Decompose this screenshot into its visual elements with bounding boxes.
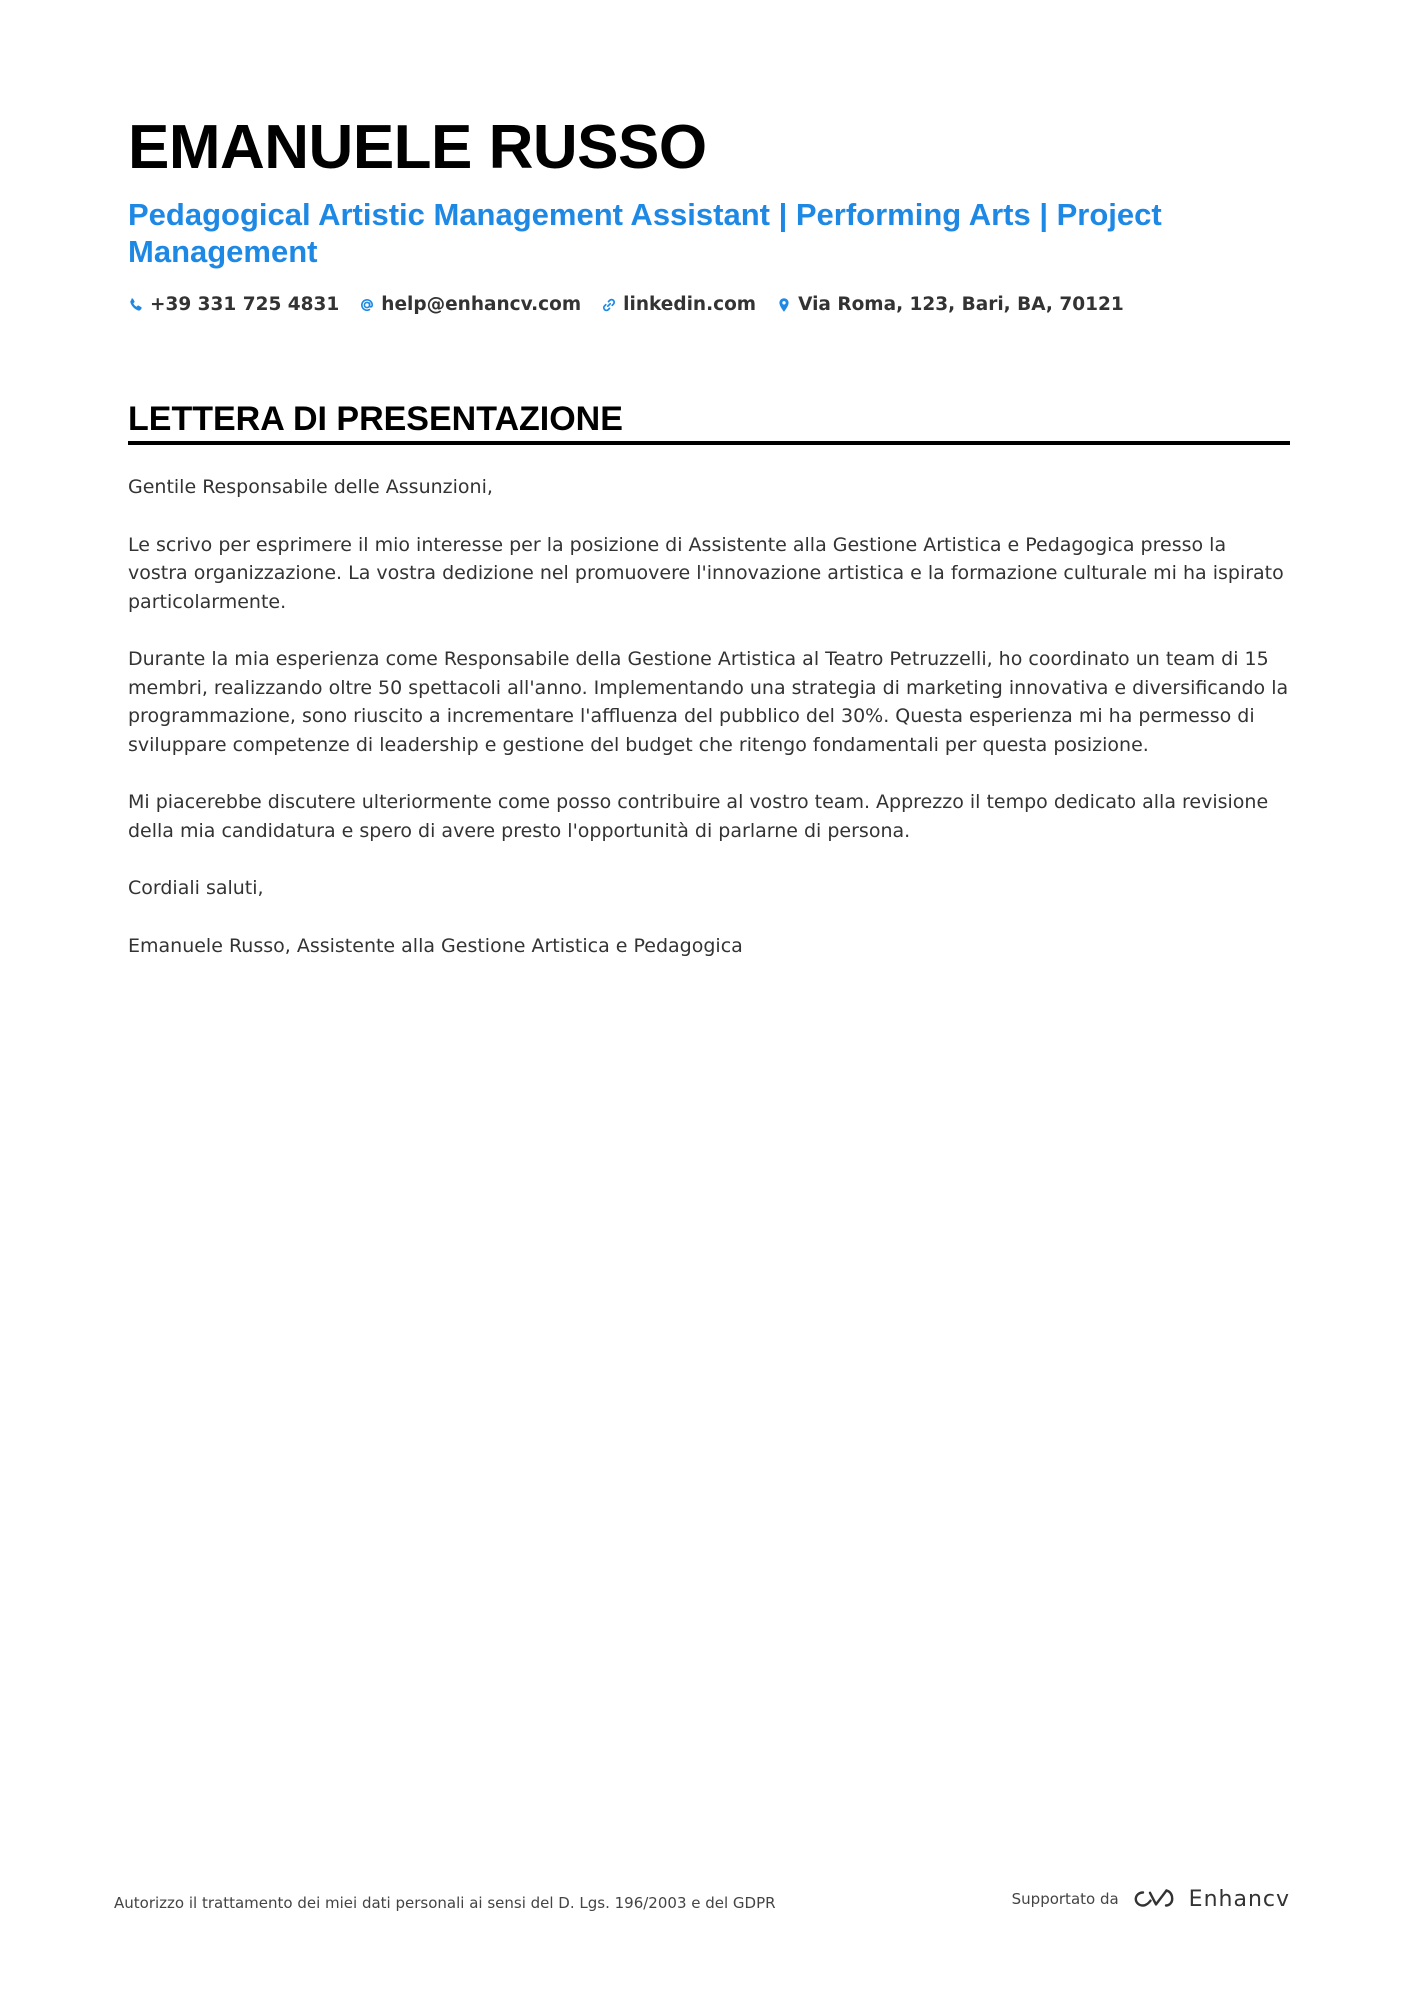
letter-body — [128, 473, 1290, 960]
location-pin-icon — [776, 297, 792, 313]
email-text: help@enhancv.com — [381, 294, 582, 315]
letter-paragraph: Le scrivo per esprimere il mio interesse per la posizione di Assistente alla Gestione Artistica e Pedagogica presso la vostra organizzazione. La vostra dedizione nel promuovere l'innovazione artistica e la formazione culturale mi ha ispirato particolarmente. — [128, 533, 1284, 613]
letter-closing: Cordiali saluti, — [128, 877, 264, 899]
phone-icon — [128, 297, 144, 313]
phone-text: +39 331 725 4831 — [150, 294, 340, 315]
section-title: LETTERA DI PRESENTAZIONE — [128, 399, 1290, 445]
candidate-headline: Pedagogical Artistic Management Assistant | Performing Arts | Project Management — [128, 197, 1162, 269]
letter-signature: Emanuele Russo, Assistente alla Gestione Artistica e Pedagogica — [128, 934, 743, 957]
powered-by[interactable] — [1012, 1886, 1290, 1912]
enhancv-logo-icon — [1131, 1886, 1177, 1912]
at-icon — [359, 297, 375, 313]
address-text: Via Roma, 123, Bari, BA, 70121 — [798, 294, 1124, 315]
contact-email[interactable] — [359, 294, 581, 315]
letter-greeting: Gentile Responsabile delle Assunzioni, — [128, 476, 493, 498]
powered-by-label: Supportato da — [1011, 1890, 1119, 1908]
candidate-name: EMANUELE RUSSO — [128, 113, 707, 182]
consent-note: Autorizzo il trattamento dei miei dati personali ai sensi del D. Lgs. 196/2003 e del GDPR — [114, 1894, 776, 1912]
link-icon — [601, 297, 617, 313]
contact-address — [776, 294, 1124, 315]
letter-paragraph: Mi piacerebbe discutere ulteriormente come posso contribuire al vostro team. Apprezzo il tempo dedicato alla revisione della mia candidatura e spero di avere presto l'opportunità di parlarne di persona. — [128, 791, 1269, 842]
letter-paragraph: Durante la mia esperienza come Responsabile della Gestione Artistica al Teatro Petruzzelli, ho coordinato un team di 15 membri, realizzando oltre 50 spettacoli all'anno. Implementando una strategia di marketing innovativa e diversificando la programmazione, sono riuscito a incrementare l'affluenza del pubblico del 30%. Questa esperienza mi ha permesso di sviluppare competenze di leadership e gestione del budget che ritengo fondamentali per questa posizione. — [128, 648, 1289, 756]
contact-phone[interactable] — [128, 294, 339, 315]
linkedin-text: linkedin.com — [623, 294, 757, 315]
contact-linkedin[interactable] — [601, 294, 756, 315]
cover-letter-page — [128, 112, 1290, 989]
contact-bar — [128, 294, 1290, 315]
brand-name: Enhancv — [1188, 1886, 1290, 1912]
